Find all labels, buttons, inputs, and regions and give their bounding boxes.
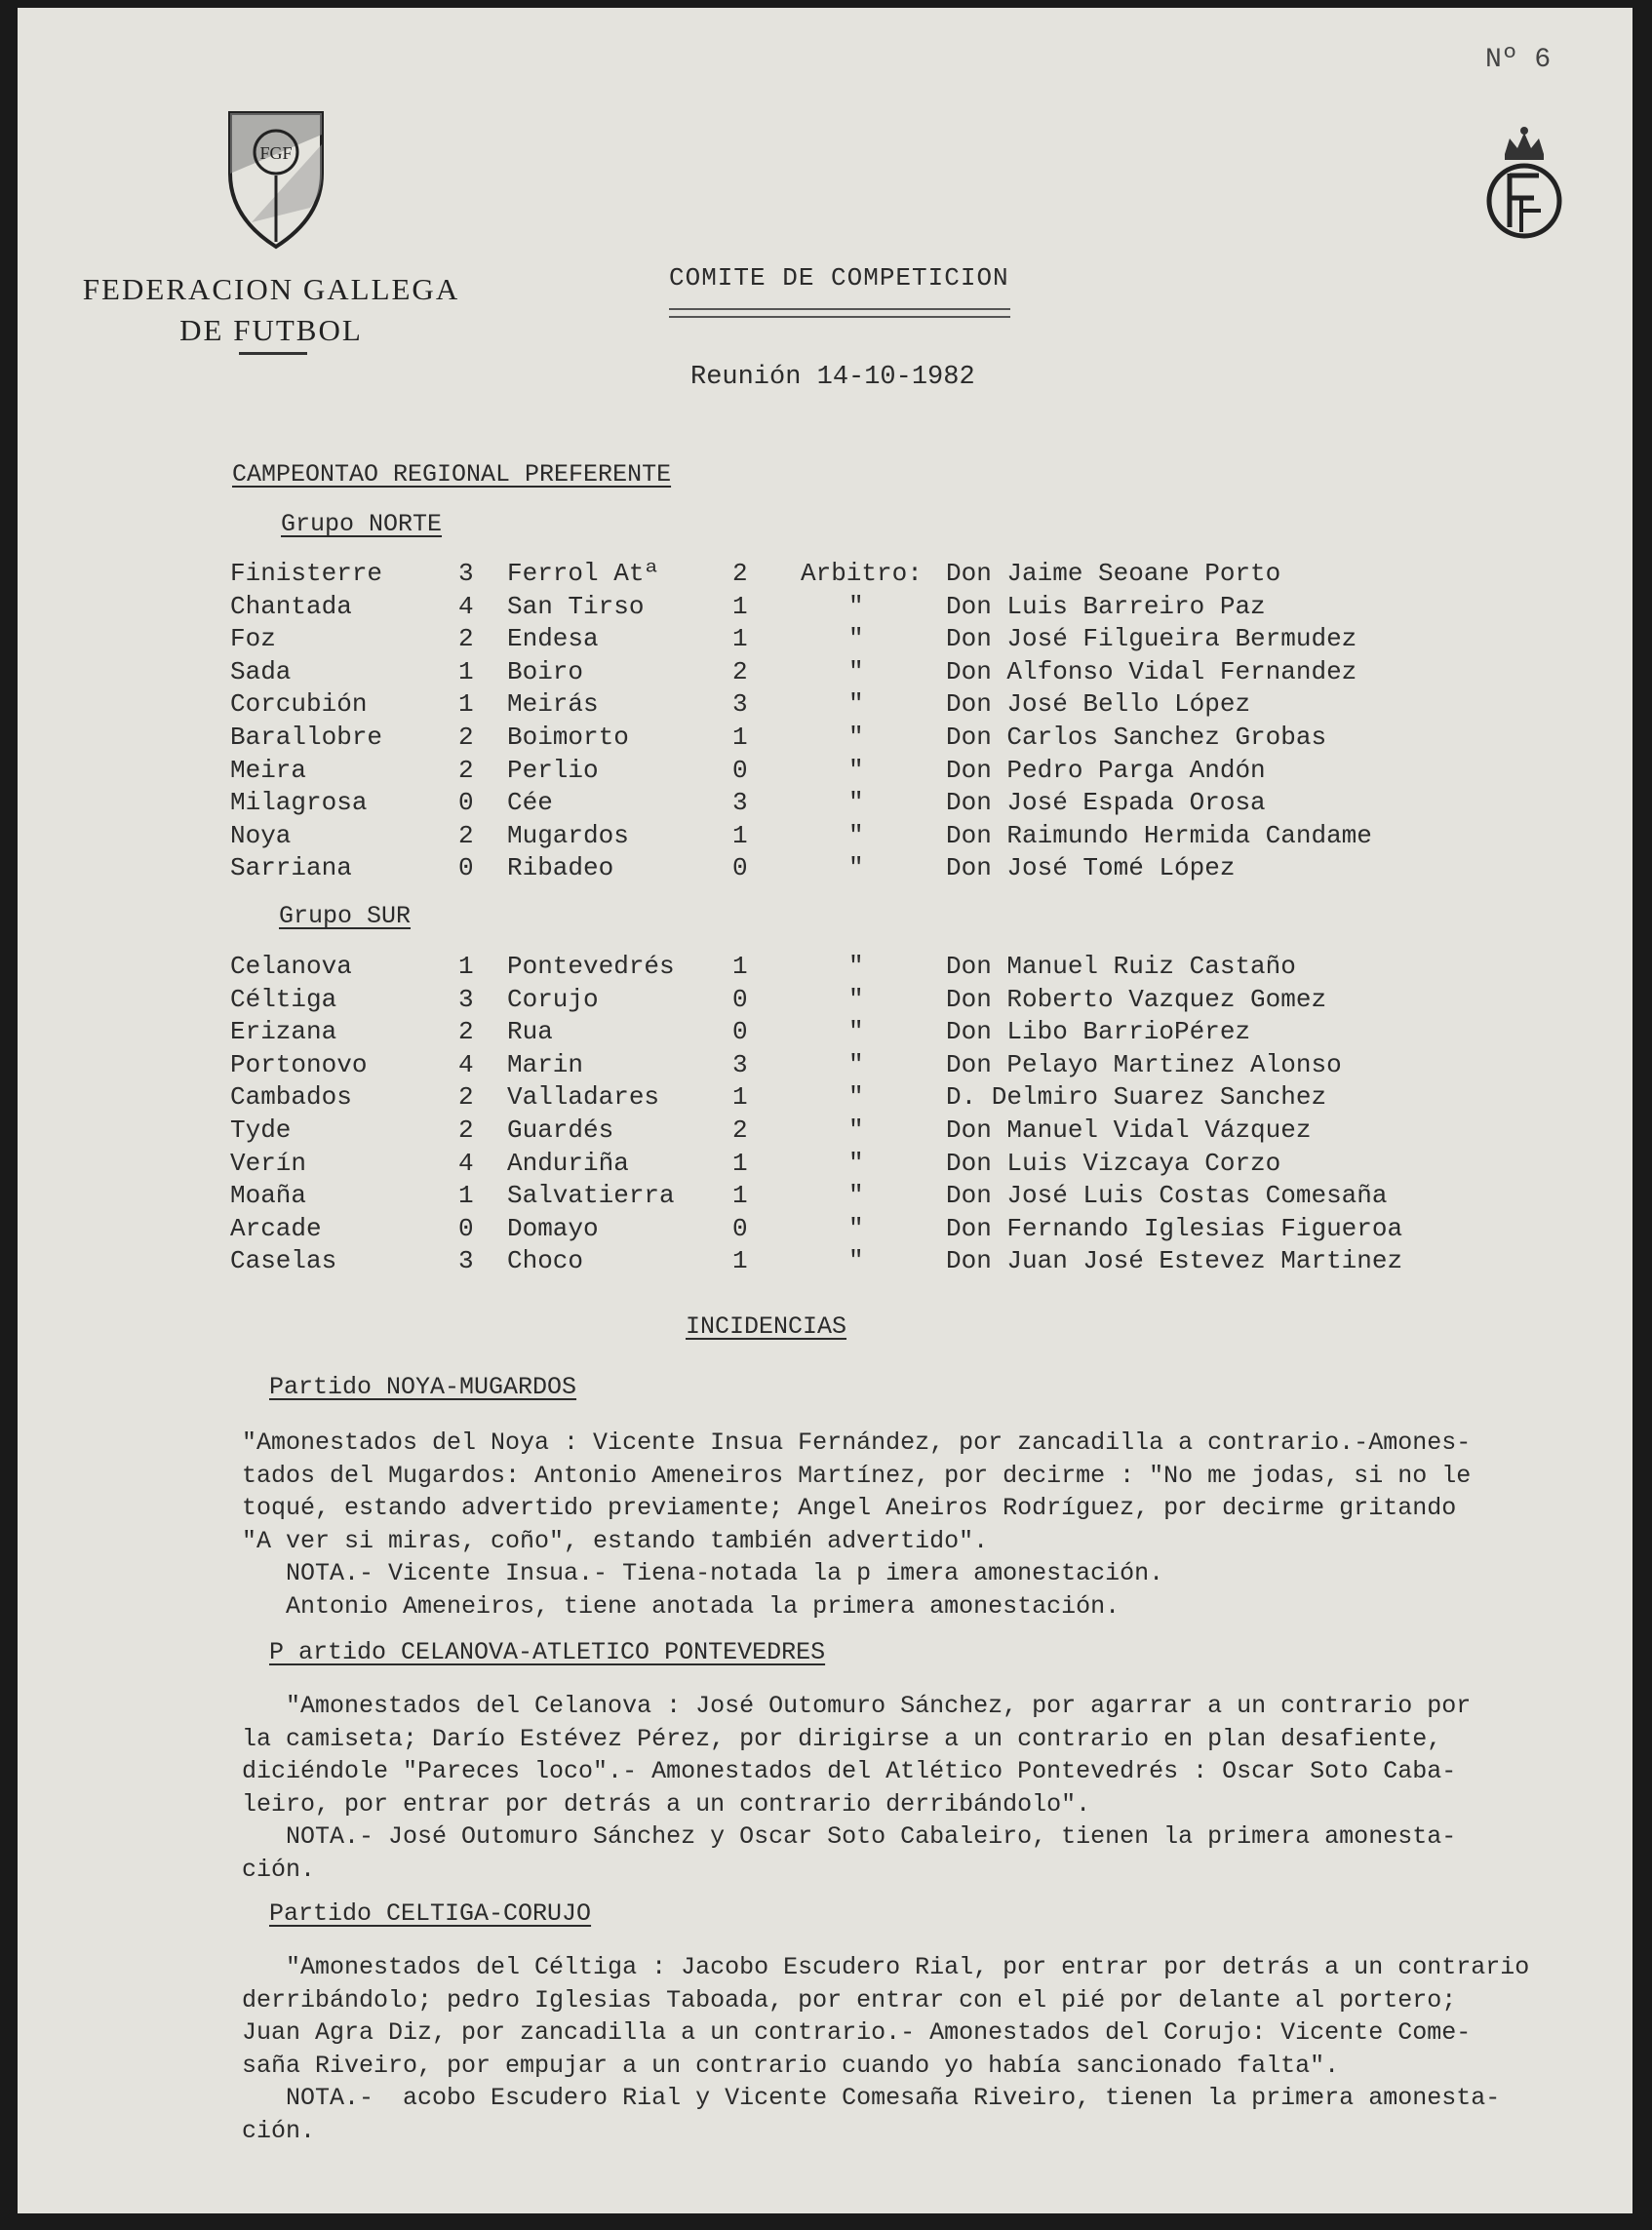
- away-team: Pontevedrés: [507, 952, 675, 981]
- home-team: Moaña: [230, 1181, 307, 1211]
- away-score: 1: [732, 591, 748, 621]
- away-team: Perlio: [507, 755, 599, 785]
- home-score: 0: [458, 853, 474, 883]
- home-team: Tyde: [230, 1115, 292, 1145]
- away-score: 1: [732, 624, 748, 654]
- federation-name-line1: FEDERACION GALLEGA: [82, 272, 460, 306]
- match-row: [18, 723, 1632, 755]
- match-row: [18, 624, 1632, 656]
- federation-name-line2: DE FUTBOL: [179, 313, 363, 347]
- group-norte-heading: Grupo NORTE: [281, 510, 443, 538]
- referee-name: Don José Bello López: [946, 689, 1251, 720]
- away-team: Marin: [507, 1049, 584, 1079]
- away-score: 0: [732, 853, 748, 883]
- federation-shield-logo: [222, 105, 330, 252]
- referee-name: Don Fernando Iglesias Figueroa: [946, 1213, 1403, 1243]
- away-team: Valladares: [507, 1082, 660, 1113]
- ditto-mark: ": [848, 1181, 864, 1211]
- page-number: Nº 6: [1485, 45, 1552, 75]
- referee-name: Don Roberto Vazquez Gomez: [946, 984, 1327, 1014]
- away-team: Domayo: [507, 1213, 599, 1243]
- home-team: Sada: [230, 656, 292, 686]
- away-team: Boimorto: [507, 723, 629, 752]
- away-score: 0: [732, 755, 748, 785]
- home-team: Céltiga: [230, 984, 337, 1014]
- referee-name: Don Manuel Ruiz Castaño: [946, 952, 1296, 981]
- championship-heading: CAMPEONTAO REGIONAL PREFERENTE: [232, 460, 672, 489]
- referee-name: Don José Tomé López: [946, 853, 1236, 883]
- away-team: Ferrol Atª: [507, 559, 660, 588]
- ditto-mark: ": [848, 656, 864, 686]
- home-team: Arcade: [230, 1213, 322, 1243]
- ditto-mark: ": [848, 1213, 864, 1243]
- referee-name: Don Luis Vizcaya Corzo: [946, 1148, 1281, 1178]
- away-team: San Tirso: [507, 591, 645, 621]
- home-score: 2: [458, 820, 474, 850]
- home-score: 3: [458, 984, 474, 1014]
- committee-double-rule: [669, 308, 1010, 318]
- ditto-mark: ": [848, 591, 864, 621]
- referee-name: Don Alfonso Vidal Fernandez: [946, 656, 1357, 686]
- referee-name: Don Pelayo Martinez Alonso: [946, 1049, 1342, 1079]
- committee-title: COMITE DE COMPETICION: [669, 263, 1009, 293]
- svg-text:FGF: FGF: [259, 143, 293, 163]
- away-score: 1: [732, 952, 748, 981]
- referee-label: Arbitro:: [801, 559, 923, 588]
- home-team: Meira: [230, 755, 307, 785]
- match-row: [18, 657, 1632, 689]
- ditto-mark: ": [848, 1246, 864, 1276]
- home-team: Verín: [230, 1148, 307, 1178]
- ditto-mark: ": [848, 755, 864, 785]
- home-team: Sarriana: [230, 853, 352, 883]
- referee-name: Don Libo BarrioPérez: [946, 1017, 1251, 1047]
- match-row: [18, 1246, 1632, 1278]
- home-score: 2: [458, 1082, 474, 1113]
- away-team: Endesa: [507, 624, 599, 654]
- away-team: Rua: [507, 1017, 553, 1047]
- federation-rule: [239, 352, 307, 355]
- home-score: 0: [458, 1213, 474, 1243]
- match-row: [18, 1115, 1632, 1148]
- match-row: [18, 821, 1632, 853]
- ditto-mark: ": [848, 952, 864, 981]
- referee-name: Don José Espada Orosa: [946, 788, 1266, 818]
- home-score: 2: [458, 1115, 474, 1145]
- home-score: 1: [458, 689, 474, 720]
- incident-text: "Amonestados del Celanova : José Outomuro Sánchez, por agarrar a un contrario por la camiseta; Darío Estévez Pérez, por dirigirse a un contrario en plan desafiente, diciéndole "Pareces loco".- Amonestados del Atlético Pontevedrés : Oscar Soto Caba- leiro, por entrar por detrás a un contrario derribándolo". NOTA.- José Outomuro Sánchez y Oscar Soto Cabaleiro, tienen la primera amonesta- ción.: [242, 1692, 1472, 1884]
- home-score: 3: [458, 559, 474, 588]
- ditto-mark: ": [848, 1148, 864, 1178]
- away-team: Ribadeo: [507, 853, 614, 883]
- home-team: Cambados: [230, 1082, 352, 1113]
- home-score: 2: [458, 1017, 474, 1047]
- home-team: Caselas: [230, 1246, 337, 1276]
- incident-title: P artido CELANOVA-ATLETICO PONTEVEDRES: [269, 1638, 826, 1666]
- federation-name: [76, 269, 466, 351]
- match-row: [18, 592, 1632, 624]
- ditto-mark: ": [848, 1115, 864, 1145]
- referee-name: Don Juan José Estevez Martinez: [946, 1246, 1403, 1276]
- ditto-mark: ": [848, 853, 864, 883]
- home-score: 1: [458, 952, 474, 981]
- away-score: 0: [732, 1213, 748, 1243]
- referee-name: Don Carlos Sanchez Grobas: [946, 723, 1327, 752]
- incident-title: Partido NOYA-MUGARDOS: [269, 1373, 577, 1401]
- away-score: 1: [732, 820, 748, 850]
- document-page: [18, 8, 1632, 2213]
- home-score: 2: [458, 755, 474, 785]
- ditto-mark: ": [848, 788, 864, 818]
- referee-name: Don José Filgueira Bermudez: [946, 624, 1357, 654]
- ditto-mark: ": [848, 689, 864, 720]
- away-team: Salvatierra: [507, 1181, 675, 1211]
- away-score: 1: [732, 1246, 748, 1276]
- home-score: 1: [458, 1181, 474, 1211]
- away-score: 0: [732, 1017, 748, 1047]
- away-score: 1: [732, 1082, 748, 1113]
- match-row: [18, 1214, 1632, 1246]
- match-row: [18, 1017, 1632, 1049]
- home-score: 2: [458, 624, 474, 654]
- home-team: Finisterre: [230, 559, 383, 588]
- meeting-date: Reunión 14-10-1982: [690, 363, 975, 392]
- referee-name: Don José Luis Costas Comesaña: [946, 1181, 1388, 1211]
- away-score: 1: [732, 1148, 748, 1178]
- match-row: [18, 952, 1632, 984]
- away-team: Boiro: [507, 656, 584, 686]
- away-team: Cée: [507, 788, 553, 818]
- home-team: Portonovo: [230, 1049, 368, 1079]
- home-team: Erizana: [230, 1017, 337, 1047]
- incident-title: Partido CELTIGA-CORUJO: [269, 1899, 592, 1928]
- ditto-mark: ": [848, 1017, 864, 1047]
- away-score: 2: [732, 656, 748, 686]
- home-team: Barallobre: [230, 723, 383, 752]
- match-row: [18, 1149, 1632, 1181]
- home-score: 1: [458, 656, 474, 686]
- incident-text: "Amonestados del Céltiga : Jacobo Escudero Rial, por entrar por detrás a un contrario derribándolo; pedro Iglesias Taboada, por entrar con el pié por delante al portero; Juan Agra Diz, por zancadilla a un contrario.- Amonestados del Corujo: Vicente Come- saña Riveiro, por empujar a un contrario cuando yo había sancionado falta". NOTA.- acobo Escudero Rial y Vicente Comesaña Riveiro, tienen la primera amonesta- ción.: [242, 1953, 1530, 2145]
- match-row: [18, 559, 1632, 591]
- referee-name: Don Jaime Seoane Porto: [946, 559, 1281, 588]
- away-score: 1: [732, 723, 748, 752]
- referee-name: Don Raimundo Hermida Candame: [946, 820, 1372, 850]
- home-score: 3: [458, 1246, 474, 1276]
- home-team: Foz: [230, 624, 276, 654]
- match-row: [18, 853, 1632, 885]
- away-score: 3: [732, 689, 748, 720]
- home-team: Corcubión: [230, 689, 368, 720]
- away-team: Meirás: [507, 689, 599, 720]
- home-team: Chantada: [230, 591, 352, 621]
- match-row: [18, 985, 1632, 1017]
- ditto-mark: ": [848, 624, 864, 654]
- ditto-mark: ": [848, 1082, 864, 1113]
- referee-name: Don Pedro Parga Andón: [946, 755, 1266, 785]
- home-score: 4: [458, 591, 474, 621]
- away-score: 0: [732, 984, 748, 1014]
- incident-text: "Amonestados del Noya : Vicente Insua Fernández, por zancadilla a contrario.-Amones- tados del Mugardos: Antonio Ameneiros Martínez, por decirme : "No me jodas, si no le toqué, estando advertido previamente; Angel Aneiros Rodríguez, por decirme gritando "A ver si miras, coño", estando también advertido". NOTA.- Vicente Insua.- Tiena-notada la p imera amonestación. Antonio Ameneiros, tiene anotada la primera amonestación.: [242, 1428, 1472, 1621]
- away-score: 2: [732, 559, 748, 588]
- ditto-mark: ": [848, 723, 864, 752]
- home-score: 4: [458, 1148, 474, 1178]
- away-team: Anduriña: [507, 1148, 629, 1178]
- away-team: Guardés: [507, 1115, 614, 1145]
- match-row: [18, 689, 1632, 722]
- referee-name: Don Manuel Vidal Vázquez: [946, 1115, 1312, 1145]
- home-score: 2: [458, 723, 474, 752]
- home-team: Celanova: [230, 952, 352, 981]
- referee-name: Don Luis Barreiro Paz: [946, 591, 1266, 621]
- ditto-mark: ": [848, 984, 864, 1014]
- away-score: 2: [732, 1115, 748, 1145]
- home-score: 4: [458, 1049, 474, 1079]
- referee-name: D. Delmiro Suarez Sanchez: [946, 1082, 1327, 1113]
- incidents-heading: INCIDENCIAS: [686, 1312, 847, 1341]
- away-score: 3: [732, 788, 748, 818]
- ditto-mark: ": [848, 1049, 864, 1079]
- away-score: 1: [732, 1181, 748, 1211]
- match-row: [18, 1050, 1632, 1082]
- away-team: Corujo: [507, 984, 599, 1014]
- away-team: Mugardos: [507, 820, 629, 850]
- ditto-mark: ": [848, 820, 864, 850]
- match-row: [18, 1181, 1632, 1213]
- home-team: Milagrosa: [230, 788, 368, 818]
- away-team: Choco: [507, 1246, 584, 1276]
- match-row: [18, 788, 1632, 820]
- royal-federation-crest-logo: [1480, 125, 1568, 242]
- home-score: 0: [458, 788, 474, 818]
- away-score: 3: [732, 1049, 748, 1079]
- match-row: [18, 756, 1632, 788]
- match-row: [18, 1082, 1632, 1115]
- home-team: Noya: [230, 820, 292, 850]
- group-sur-heading: Grupo SUR: [279, 902, 412, 930]
